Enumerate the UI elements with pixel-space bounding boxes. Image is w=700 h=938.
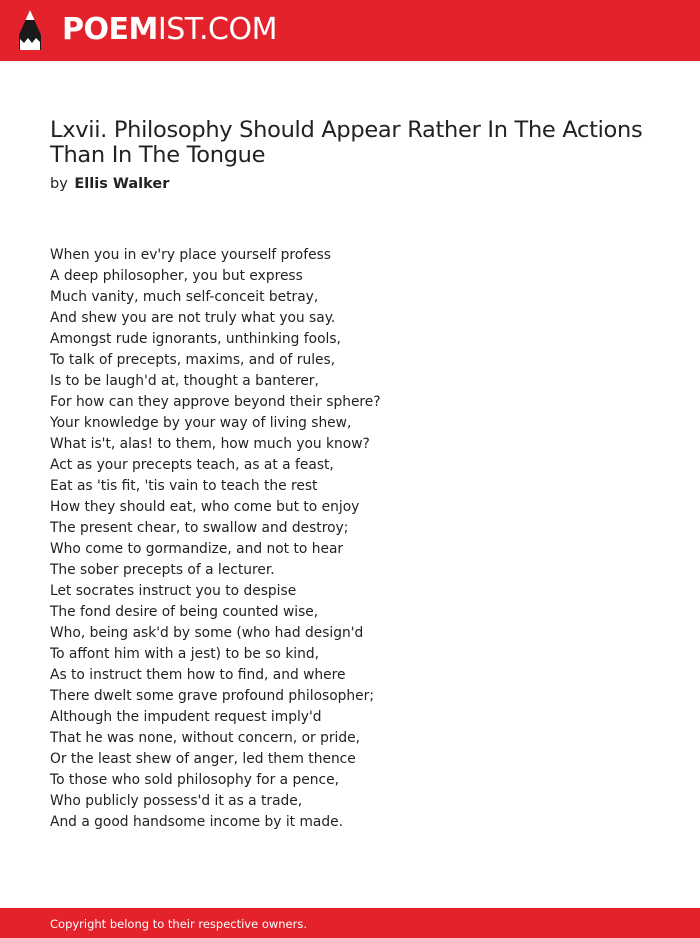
pencil-tip-icon[interactable] (18, 9, 42, 51)
site-footer (0, 908, 700, 938)
site-header (0, 0, 700, 61)
copyright-notice: Copyright belong to their respective owners. (50, 917, 308, 931)
logo-bold-text: POEM (62, 12, 158, 47)
logo-light-text: IST.COM (157, 12, 277, 47)
poem-line: The sober precepts of a lecturer. (50, 562, 275, 578)
poem-line: When you in ev'ry place yourself profess (50, 247, 331, 263)
poem-title: Lxvii. Philosophy Should Appear Rather In The Actions Than In The Tongue (50, 117, 643, 168)
by-label: by (50, 176, 68, 192)
poem-line: As to instruct them how to find, and where (50, 667, 346, 683)
poem-line: Or the least shew of anger, led them thence (50, 751, 356, 767)
poem-line: Although the impudent request imply'd (50, 709, 322, 725)
poem-line: The present chear, to swallow and destroy; (50, 520, 349, 536)
poem-line: Who publicly possess'd it as a trade, (50, 793, 303, 809)
poem-line: Who come to gormandize, and not to hear (50, 541, 344, 557)
poem-line: A deep philosopher, you but express (50, 268, 303, 284)
site-logo[interactable] (62, 12, 277, 48)
poem-line: How they should eat, who come but to enjoy (50, 499, 360, 515)
poem-line: Amongst rude ignorants, unthinking fools, (50, 331, 341, 347)
poem-line: To affont him with a jest) to be so kind, (50, 646, 320, 662)
poem-line: There dwelt some grave profound philosopher; (50, 688, 374, 704)
poem-line: And shew you are not truly what you say. (50, 310, 336, 326)
poem-line: Let socrates instruct you to despise (50, 583, 297, 599)
poem-line: For how can they approve beyond their sphere? (50, 394, 381, 410)
poem-line: What is't, alas! to them, how much you know? (50, 436, 370, 452)
poem-line: To those who sold philosophy for a pence, (50, 772, 339, 788)
poem-line: Your knowledge by your way of living shew, (50, 415, 352, 431)
poem-body (50, 245, 650, 833)
byline (50, 175, 169, 193)
poem-line: The fond desire of being counted wise, (50, 604, 319, 620)
poem-line: Much vanity, much self-conceit betray, (50, 289, 319, 305)
poem-line: That he was none, without concern, or pride, (50, 730, 360, 746)
poem-line: Is to be laugh'd at, thought a banterer, (50, 373, 319, 389)
poem-line: Act as your precepts teach, as at a feast, (50, 457, 334, 473)
poem-line: Eat as 'tis fit, 'tis vain to teach the rest (50, 478, 318, 494)
poem-line: Who, being ask'd by some (who had design'd (50, 625, 364, 641)
author-name: Ellis Walker (74, 176, 170, 192)
poem-line: To talk of precepts, maxims, and of rules, (50, 352, 336, 368)
poem-line: And a good handsome income by it made. (50, 814, 343, 830)
